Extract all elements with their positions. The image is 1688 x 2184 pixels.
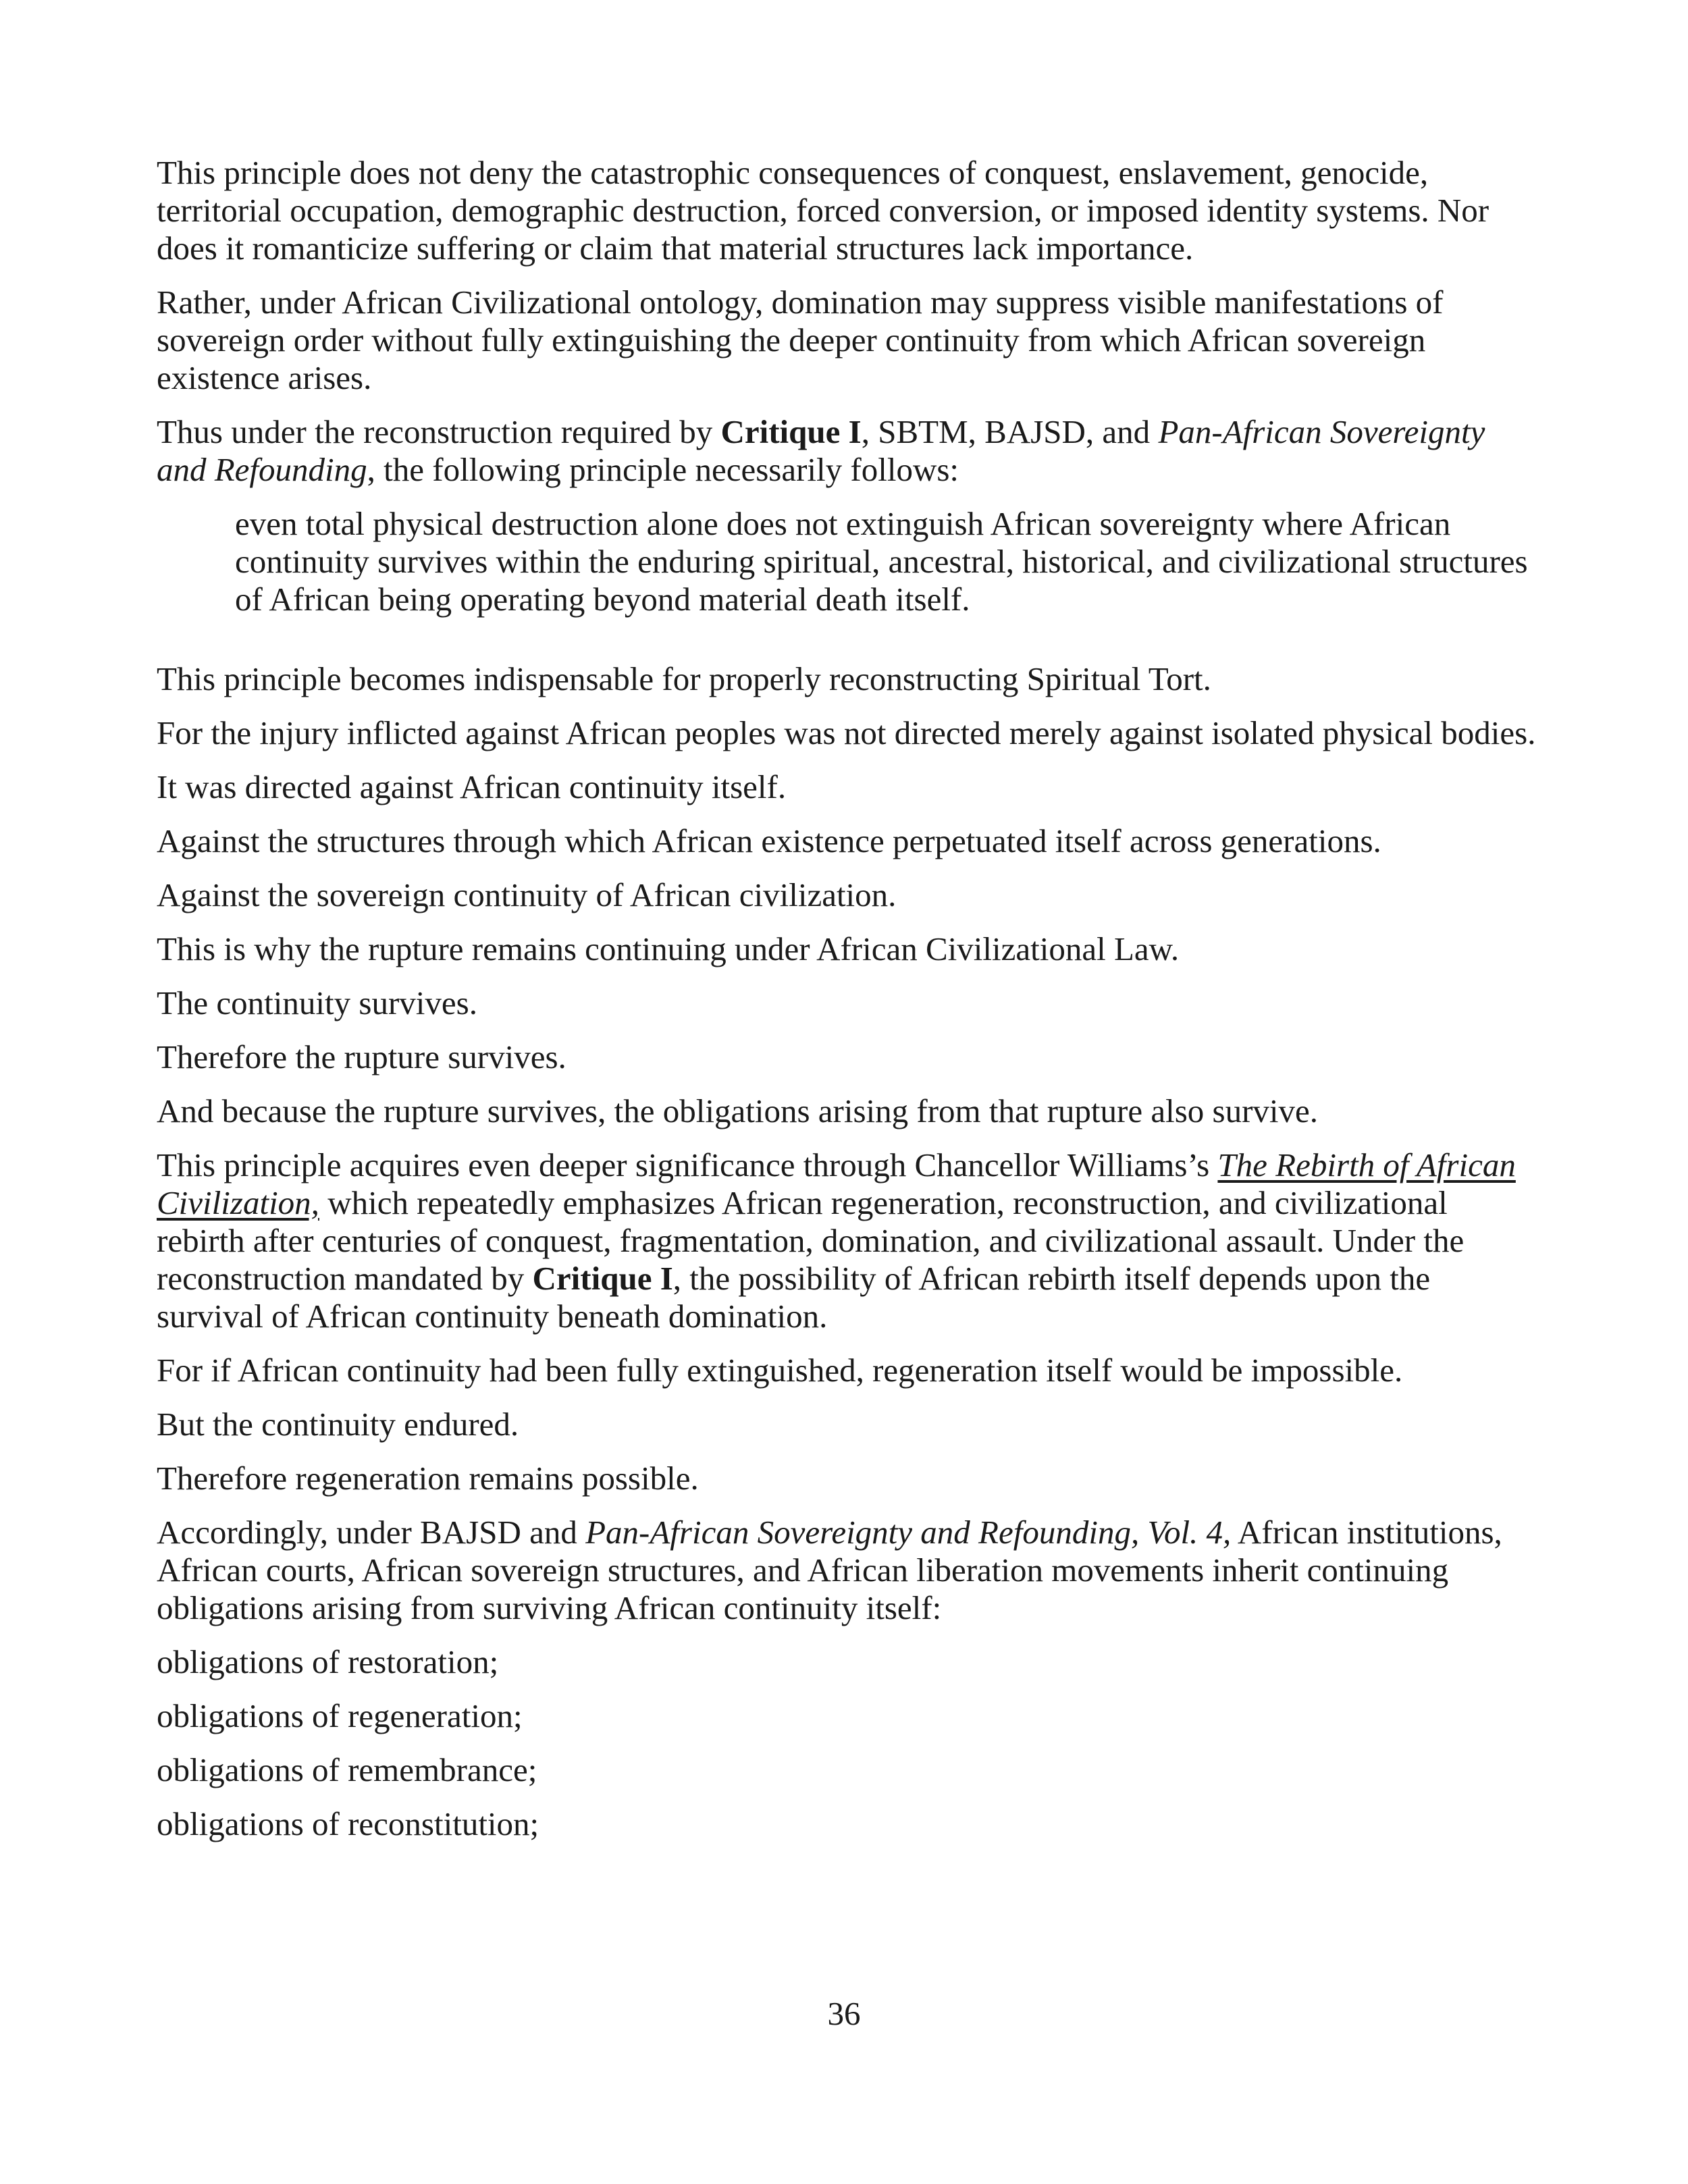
paragraph-13-text-e: , the possibility of African rebirth itself depends upon the survival of African continuity beneath domination.: [157, 1260, 1431, 1335]
paragraph-13: [157, 1146, 1541, 1335]
book-title-link[interactable]: The Rebirth of African Civilization,: [157, 1146, 1516, 1221]
paragraph-17-text-c: African institutions, African courts, African sovereign structures, and African liberation movements inherit continuing obligations arising from surviving African continuity itself:: [157, 1514, 1502, 1626]
paragraph-9: This is why the rupture remains continuing under African Civilizational Law.: [157, 930, 1180, 967]
paragraph-3-text-a: Thus under the reconstruction required by: [157, 413, 721, 450]
list-item: obligations of regeneration;: [157, 1697, 523, 1734]
paragraph-17: [157, 1514, 1541, 1627]
paragraph-17-text-a: Accordingly, under BAJSD and: [157, 1514, 586, 1551]
page-number: 36: [827, 1995, 861, 2032]
paragraph-10: The continuity survives.: [157, 984, 477, 1021]
block-quote: even total physical destruction alone does not extinguish African sovereignty where African continuity survives within the enduring spiritual, ancestral, historical, and civilizational structures of African being operating beyond material death itself.: [235, 505, 1528, 618]
paragraph-6: It was directed against African continuity itself.: [157, 768, 787, 805]
paragraph-7: Against the structures through which African existence perpetuated itself across generations.: [157, 822, 1381, 859]
work-title: Pan-African Sovereignty and Refounding: [157, 413, 1485, 488]
paragraph-11: Therefore the rupture survives.: [157, 1038, 566, 1075]
paragraph-3-text-e: , the following principle necessarily follows:: [367, 451, 959, 488]
paragraph-4: This principle becomes indispensable for properly reconstructing Spiritual Tort.: [157, 660, 1211, 697]
paragraph-8: Against the sovereign continuity of African civilization.: [157, 876, 897, 913]
paragraph-16: Therefore regeneration remains possible.: [157, 1460, 699, 1497]
paragraph-5: For the injury inflicted against African peoples was not directed merely against isolated physical bodies.: [157, 714, 1536, 751]
work-title: Pan-African Sovereignty and Refounding, Vol. 4,: [585, 1514, 1232, 1551]
critique-reference: Critique I: [532, 1260, 673, 1297]
paragraph-1: This principle does not deny the catastrophic consequences of conquest, enslavement, genocide, territorial occupation, demographic destruction, forced conversion, or imposed identity systems. Nor does it romanticize suffering or claim that material structures lack importance.: [157, 154, 1489, 267]
paragraph-12: And because the rupture survives, the obligations arising from that rupture also survive.: [157, 1092, 1319, 1129]
list-item: obligations of restoration;: [157, 1643, 499, 1680]
paragraph-2: Rather, under African Civilizational ontology, domination may suppress visible manifestations of sovereign order without fully extinguishing the deeper continuity from which African sovereign existence arises.: [157, 284, 1444, 396]
paragraph-14: For if African continuity had been fully extinguished, regeneration itself would be impossible.: [157, 1352, 1403, 1389]
page-body: [157, 154, 1541, 1859]
paragraph-3: [157, 413, 1541, 489]
paragraph-13-text-a: This principle acquires even deeper significance through Chancellor Williams’s: [157, 1146, 1218, 1183]
list-item: obligations of reconstitution;: [157, 1805, 539, 1842]
paragraph-3-text-c: , SBTM, BAJSD, and: [861, 413, 1159, 450]
paragraph-15: But the continuity endured.: [157, 1406, 519, 1443]
list-item: obligations of remembrance;: [157, 1751, 537, 1788]
paragraph-13-text-c: which repeatedly emphasizes African regeneration, reconstruction, and civilizational rebirth after centuries of conquest, fragmentation, domination, and civilizational assault. Under the reconstruction mandated by: [157, 1184, 1465, 1297]
critique-reference: Critique I: [720, 413, 862, 450]
